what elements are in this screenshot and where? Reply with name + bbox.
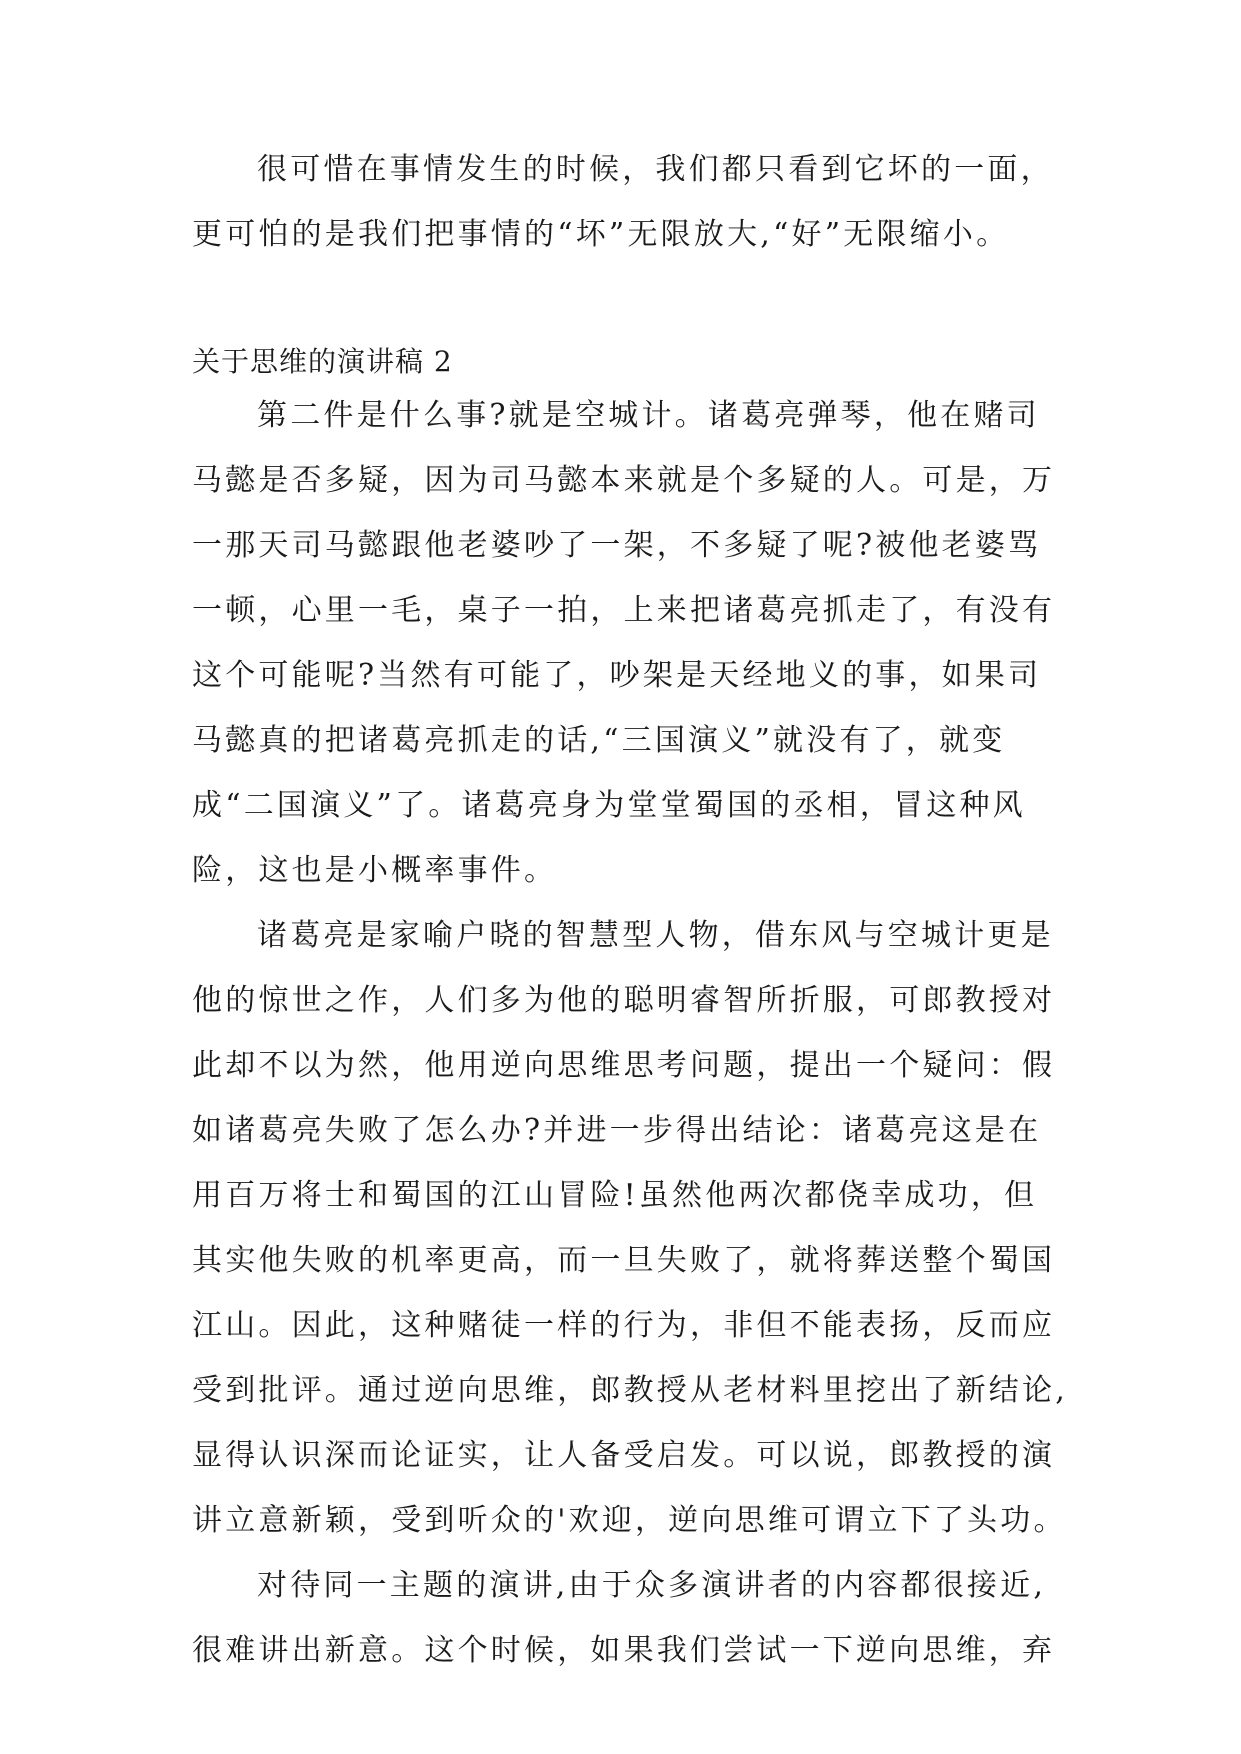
paragraph-2-line-1: 第二件是什么事?就是空城计。诸葛亮弹琴，他在赌司	[257, 398, 1040, 433]
paragraph-2-line-5: 这个可能呢?当然有可能了，吵架是天经地义的事，如果司	[192, 658, 1042, 693]
paragraph-3-line-3: 此却不以为然，他用逆向思维思考问题，提出一个疑问：假	[192, 1048, 1056, 1083]
section-heading: 关于思维的演讲稿 2	[192, 345, 453, 378]
paragraph-3-line-7: 江山。因此，这种赌徒一样的行为，非但不能表扬，反而应	[192, 1308, 1056, 1343]
paragraph-1-line-1: 很可惜在事情发生的时候，我们都只看到它坏的一面，	[257, 152, 1054, 187]
paragraph-4-line-1: 对待同一主题的演讲,由于众多演讲者的内容都很接近,	[257, 1568, 1047, 1603]
paragraph-2-line-2: 马懿是否多疑，因为司马懿本来就是个多疑的人。可是，万	[192, 463, 1056, 498]
paragraph-3-line-1: 诸葛亮是家喻户晓的智慧型人物，借东风与空城计更是	[257, 918, 1054, 953]
paragraph-2-line-7: 成“二国演义”了。诸葛亮身为堂堂蜀国的丞相，冒这种风	[192, 788, 1026, 823]
paragraph-3-line-8: 受到批评。通过逆向思维，郎教授从老材料里挖出了新结论,	[192, 1373, 1068, 1408]
paragraph-3-line-9: 显得认识深而论证实，让人备受启发。可以说，郎教授的演	[192, 1438, 1056, 1473]
paragraph-3-line-6: 其实他失败的机率更高，而一旦失败了，就将葬送整个蜀国	[192, 1243, 1056, 1278]
paragraph-2-line-3: 一那天司马懿跟他老婆吵了一架，不多疑了呢?被他老婆骂	[192, 528, 1042, 563]
paragraph-2-line-6: 马懿真的把诸葛亮抓走的话,“三国演义”就没有了，就变	[192, 723, 1006, 758]
paragraph-3-line-4: 如诸葛亮失败了怎么办?并进一步得出结论：诸葛亮这是在	[192, 1113, 1042, 1148]
paragraph-2-line-4: 一顿，心里一毛，桌子一拍，上来把诸葛亮抓走了，有没有	[192, 593, 1056, 628]
paragraph-3-line-2: 他的惊世之作，人们多为他的聪明睿智所折服，可郎教授对	[192, 983, 1056, 1018]
paragraph-2-line-8: 险，这也是小概率事件。	[192, 853, 558, 888]
paragraph-1-line-2: 更可怕的是我们把事情的“坏”无限放大,“好”无限缩小。	[192, 217, 1010, 252]
paragraph-3-line-5: 用百万将士和蜀国的江山冒险!虽然他两次都侥幸成功，但	[192, 1178, 1038, 1213]
paragraph-3-line-10: 讲立意新颖，受到听众的'欢迎，逆向思维可谓立下了头功。	[192, 1503, 1067, 1538]
paragraph-4-line-2: 很难讲出新意。这个时候，如果我们尝试一下逆向思维，弃	[192, 1633, 1056, 1668]
